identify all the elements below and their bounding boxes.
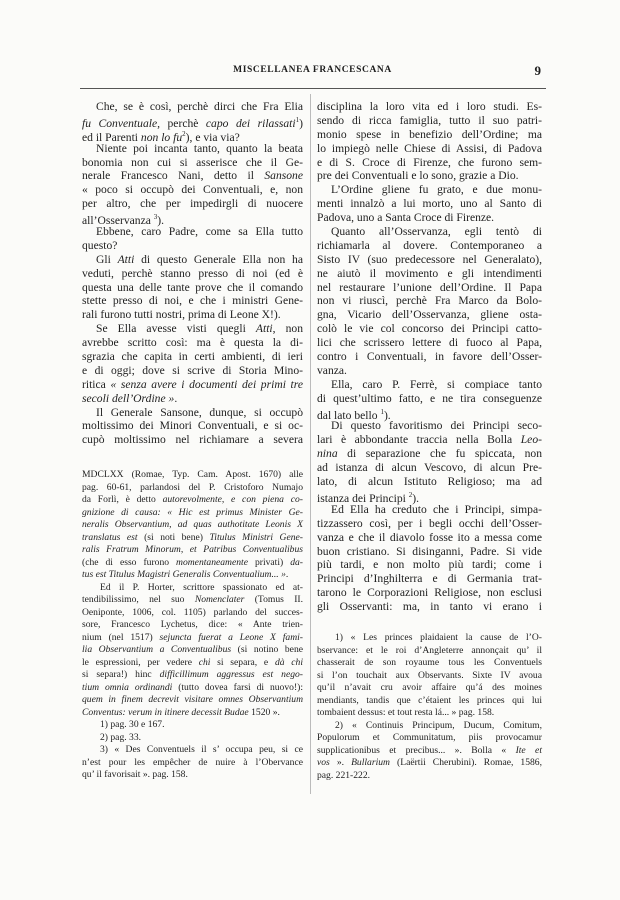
- text: 2) pag. 33.: [100, 731, 142, 743]
- italic-text: Nomenclater: [194, 594, 245, 605]
- text: (tutto dovea farsi di nuovo!):: [172, 681, 304, 693]
- text: 1) « Les princes plaidaient la cause de l’O-: [335, 632, 542, 643]
- text-line: [317, 531, 542, 545]
- text: ed il Parenti: [82, 130, 141, 144]
- text-line: [82, 769, 303, 782]
- text: si separa!) hinc: [82, 669, 160, 680]
- text: vanza.: [317, 363, 347, 377]
- text-line: [317, 632, 542, 645]
- text-line: [317, 433, 542, 447]
- italic-text: « senza avere i documenti dei primi tre: [110, 377, 303, 391]
- text-line: [82, 281, 303, 295]
- text-line: [82, 669, 303, 682]
- text-line: [82, 482, 303, 495]
- text-line: [317, 461, 542, 475]
- text-line: [82, 507, 303, 520]
- italic-text: dà chi: [274, 656, 303, 668]
- text: di separazione che fu spiccata, non: [337, 447, 542, 461]
- text-line: [82, 594, 303, 607]
- text-line: [82, 406, 303, 420]
- text-line: [82, 322, 303, 336]
- italic-text: quem in finem decrevit visitare omnes Observantium: [82, 694, 303, 705]
- text: contro i Conventuali, in favore dell’Osser-: [317, 350, 542, 364]
- text: ).: [412, 491, 420, 505]
- text-line: [82, 433, 303, 447]
- text-line: [82, 644, 303, 657]
- text-line: [82, 239, 303, 253]
- text: sgrazia che capita in certi ambienti, di ieri: [82, 350, 303, 364]
- text: nerale Francesco Nani, detto il: [82, 169, 265, 183]
- text: pag. 60-61, parlandosi del P. Cristoforo Numajo: [82, 481, 303, 493]
- text-line: [317, 695, 542, 708]
- text-line: [82, 707, 303, 720]
- text-line: [82, 694, 303, 707]
- italic-text: Atti: [255, 322, 273, 336]
- text-line: [82, 197, 303, 211]
- left-column-footnotes: [82, 469, 303, 782]
- text-line: [317, 267, 542, 281]
- text-line: [317, 572, 542, 586]
- text-line: [317, 211, 542, 225]
- text: L’Ordine gliene fu grato, e due monu-: [331, 183, 542, 197]
- text: pre dei Conventuali e lo sono, grazie a Dio.: [317, 169, 519, 183]
- text-line: [317, 406, 542, 420]
- text-line: [82, 744, 303, 757]
- text-line: [317, 392, 542, 406]
- text-line: [82, 183, 303, 197]
- text-line: [82, 519, 303, 532]
- italic-text: non lo fu: [140, 130, 183, 144]
- text: (che di esso furono: [82, 556, 177, 568]
- text-line: [82, 267, 303, 281]
- italic-text: da-: [290, 556, 303, 568]
- text-line: [317, 682, 542, 695]
- italic-text: Sansone: [264, 169, 303, 183]
- text: Padova, uno a Santa Croce di Firenze.: [317, 211, 495, 225]
- text: gli Osservanti: ma, in tanto vi erano i: [317, 600, 542, 614]
- text: (Tomus II.: [244, 594, 303, 605]
- text: (si noti bene): [137, 531, 210, 543]
- text: Gli: [96, 252, 118, 266]
- text: ).: [157, 214, 165, 228]
- text-line: [82, 494, 303, 507]
- text: chasserait de son royaume tous les Conventuels: [317, 657, 542, 668]
- text-line: [317, 586, 542, 600]
- text: tombaient dessus: et tout resta lá... » pag. 158.: [317, 707, 495, 718]
- text: per altro, che per impedirgli di nuocere: [82, 197, 303, 211]
- text: 2) « Continuis Principum, Ducum, Comitum,: [335, 719, 542, 731]
- text: si l’on touchait aux Observants. Sixte IV avoua: [317, 669, 542, 681]
- text: ».: [329, 757, 352, 768]
- text-line: [82, 619, 303, 632]
- text: tendibilissimo, nel suo: [82, 594, 195, 605]
- text: colò le vie col concorso dei Principi catto-: [317, 322, 542, 336]
- text: Ed Ella ha creduto che i Principi, simpa-: [331, 502, 542, 516]
- text: tarono le Corporazioni Religiose, non esclusi: [317, 586, 542, 600]
- text-line: [317, 281, 542, 295]
- text: rali furono tutti nostri, prima di Leone X!).: [82, 308, 281, 322]
- text-line: [317, 197, 542, 211]
- text: sendo di ricca famiglia, tutto il suo patri-: [317, 113, 542, 127]
- left-column-body: [82, 100, 303, 447]
- text-line: [317, 169, 542, 183]
- text: n’est pour les empêcher de nuire à l’Obervance: [82, 756, 303, 768]
- text: perchè: [160, 116, 206, 130]
- text: buon cristiano. Si disinganni, Padre. Si vide: [317, 544, 542, 558]
- text: cupò moltissimo nel richiamare a severa: [82, 433, 303, 447]
- column-divider: [310, 94, 311, 794]
- text: avrebbe scritto così: ma è questa la di-: [82, 336, 303, 350]
- text-line: [82, 757, 303, 770]
- text: Principi d’Inghilterra e di Germania trat-: [317, 572, 542, 586]
- italic-text: chi: [198, 656, 211, 668]
- text-line: [317, 447, 542, 461]
- text: (Laërtii Cherubini). Romae, 1586,: [389, 757, 542, 768]
- text-line: [317, 720, 542, 733]
- text-line: [82, 719, 303, 732]
- text: sore, Francesco Lychetus, dice: « Ante trien-: [82, 619, 303, 630]
- footnote-reference: 2: [408, 490, 413, 499]
- text: (si notino bene: [231, 644, 303, 655]
- text-line: [82, 364, 303, 378]
- text-line: [317, 419, 542, 433]
- text: , non: [272, 322, 304, 336]
- italic-text: capo dei rilassati: [205, 116, 296, 130]
- text: moltissimo dei Minori Conventuali, e si oc-: [82, 419, 303, 433]
- italic-text: Bullarium: [351, 757, 390, 768]
- text: Oeniponte, 1006, col. 1105) parlando del succes-: [82, 606, 303, 618]
- text: vanza e che il diavolo fosse ito a messa come: [317, 530, 542, 544]
- text-line: [317, 517, 542, 531]
- text: supplicationibus et precibus... ». Bolla «: [317, 744, 516, 756]
- text: si separa, e: [210, 656, 275, 668]
- text: 1520 ».: [248, 706, 280, 718]
- italic-text: difficillimum aggressus est nego-: [159, 669, 303, 680]
- text: menti innalzò a lui morto, uno al Santo di: [317, 197, 542, 211]
- text: ne aiutò il movimento e gli intendimenti: [317, 266, 542, 280]
- text-line: [317, 600, 542, 614]
- text: di quest’ultimo fatto, e ne tira conseguenze: [317, 391, 542, 405]
- text-line: [82, 156, 303, 170]
- italic-text: lia Observantium a Conventualibus: [82, 644, 232, 655]
- text: da Forlì, è detto: [82, 494, 163, 505]
- text: ).: [383, 408, 391, 422]
- text: Che, se è così, perchè dirci che Fra Elia: [96, 100, 303, 113]
- text: Populorum et Communitatum, piis provocamur: [317, 732, 542, 743]
- text-line: [317, 503, 542, 517]
- italic-text: Titulus Ministri Gene-: [209, 531, 303, 543]
- text: più tardi, e non molto più tardi; come i: [317, 558, 542, 572]
- text: ritica: [82, 377, 111, 391]
- text-line: [82, 336, 303, 350]
- text: non vi riuscì, perchè Fra Marco da Bolo-: [317, 294, 542, 308]
- italic-text: tus est Titulus Magistri Generalis Conventualium... »: [82, 569, 286, 580]
- text: ad istanza di alcun Vescovo, di alcun Pre-: [317, 461, 542, 475]
- text: le espressioni, per vedere: [82, 656, 199, 668]
- text-line: [82, 632, 303, 645]
- text-line: [317, 757, 542, 770]
- text-line: [317, 378, 542, 392]
- italic-text: momentaneamente: [176, 556, 248, 568]
- text: Quanto all’Osservanza, egli tentò di: [331, 225, 542, 239]
- text-line: [317, 670, 542, 683]
- text-line: [82, 544, 303, 557]
- text: Ebbene, caro Padre, come sa Ella tutto: [96, 225, 303, 239]
- italic-text: Atti: [117, 252, 135, 266]
- text-line: [82, 657, 303, 670]
- text-line: [82, 114, 303, 128]
- text: privati): [247, 556, 291, 568]
- italic-text: neralis Observantium, ad quas authotitate Leonis X: [82, 519, 303, 530]
- text: Se Ella avesse visti quegli: [96, 322, 256, 336]
- text-line: [82, 607, 303, 620]
- text: disciplina la loro vita ed i loro studi. Es-: [317, 100, 542, 113]
- text-line: [317, 350, 542, 364]
- text: tizzassero così, per i begli occhi dell’Osser-: [317, 516, 542, 530]
- italic-text: Conventus: verum in itinere decessit Budae: [82, 706, 249, 718]
- text-line: [317, 239, 542, 253]
- text-line: [82, 532, 303, 545]
- text-line: [317, 364, 542, 378]
- text: di questo Generale Ella non ha: [134, 252, 303, 266]
- text: monio spese in benefizio dell’Ordine; ma: [317, 127, 542, 141]
- text-line: [317, 545, 542, 559]
- text-line: [317, 100, 542, 114]
- text: stette presso di noi, e che i ministri Gene-: [82, 294, 303, 308]
- text: bonomia non cui si asserisce che il Ge-: [82, 155, 303, 169]
- text-line: [317, 156, 542, 170]
- footnote-reference: 3: [153, 213, 158, 222]
- text-line: [82, 582, 303, 595]
- text: 3) « Des Conventuels il s’ occupa peu, si ce: [100, 744, 303, 755]
- text-line: [317, 128, 542, 142]
- text: pag. 221-222.: [317, 769, 371, 781]
- text-line: [82, 392, 303, 406]
- text-line: [82, 378, 303, 392]
- italic-text: gnizione di causa: « Hic est primus Minister Ge-: [82, 506, 303, 518]
- text-line: [82, 557, 303, 570]
- italic-text: ralis Fratrum Minorum, et Patribus Conventualibus: [82, 544, 303, 555]
- text: gna, Vicario dell’Osservanza, gliene osta-: [317, 308, 542, 322]
- text-line: [82, 211, 303, 228]
- text: ), e via via?: [185, 130, 240, 144]
- italic-text: fu Conventuale,: [82, 116, 161, 130]
- text: nel restaurare l’unione dell’Ordine. Il Papa: [317, 280, 542, 294]
- text: questo?: [82, 238, 118, 252]
- italic-text: vos: [317, 757, 330, 768]
- text-line: [317, 294, 542, 308]
- text-line: [317, 142, 542, 156]
- text: e di S. Croce di Firenze, che furono sem-: [317, 155, 542, 169]
- italic-text: sejuncta fuerat a Leone X fami-: [159, 631, 303, 643]
- footnote-reference: 1: [295, 115, 300, 124]
- text: qu’ il favorisait ». pag. 158.: [82, 769, 188, 780]
- text: lato, di alcun Istituto Religioso; ma ad: [317, 475, 542, 489]
- header-rule: [80, 88, 546, 89]
- text-line: [317, 475, 542, 489]
- italic-text: tium omnia ordinandi: [82, 681, 173, 693]
- text: nium (nel 1517): [82, 631, 160, 643]
- text-line: [317, 322, 542, 336]
- running-header: [80, 63, 545, 79]
- text: « poco si occupò dei Conventuali, e, non: [82, 183, 303, 197]
- text: qu’il n’avait cru avoir affaire qu’á des moines: [317, 682, 542, 693]
- italic-text: nina: [317, 447, 338, 461]
- text-line: [82, 253, 303, 267]
- text-line: [317, 732, 542, 745]
- text: mendiants, tandis que c’étaient les princes qui lui: [317, 694, 542, 706]
- text: questa una delle tante prove che il comando: [82, 280, 303, 294]
- text: richiamarla al dovere. Contemporaneo a: [317, 238, 542, 252]
- text-line: [317, 183, 542, 197]
- footnote-reference: 1: [380, 407, 384, 416]
- text: Ed il P. Horter, scrittore spassionato ed at-: [100, 581, 303, 593]
- right-column-footnotes: [317, 632, 542, 782]
- text-line: [317, 253, 542, 267]
- italic-text: autorevolmente, e con piena co-: [162, 494, 303, 505]
- text-line: [317, 114, 542, 128]
- text: istanza dei Principi: [317, 491, 409, 505]
- text: Il Generale Sansone, dunque, si occupò: [96, 405, 303, 419]
- text-line: [317, 336, 542, 350]
- text-line: [82, 682, 303, 695]
- page-number: 9: [534, 63, 541, 78]
- text-line: [317, 707, 542, 720]
- text: lari è abbondante traccia nella Bolla: [317, 433, 521, 447]
- italic-text: secoli dell’Ordine »: [82, 391, 175, 405]
- italic-text: Ite et: [515, 744, 542, 756]
- text-line: [317, 308, 542, 322]
- text-line: [82, 732, 303, 745]
- text: MDCLXX (Romae, Typ. Cam. Apost. 1670) alle: [82, 469, 303, 480]
- italic-text: Leo-: [520, 433, 542, 447]
- text: dal lato bello: [317, 408, 381, 422]
- text-line: [82, 294, 303, 308]
- right-column-body: [317, 100, 542, 614]
- text-line: [317, 770, 542, 783]
- text: .: [174, 391, 178, 405]
- running-title: MISCELLANEA FRANCESCANA: [233, 65, 392, 75]
- text: lici che scrissero lettere di fuoco al Papa,: [317, 336, 542, 350]
- italic-text: translatus est: [82, 531, 138, 543]
- text-line: [317, 225, 542, 239]
- text-line: [82, 469, 303, 482]
- text: e di oggi; dove si scrive di Storia Mino-: [82, 363, 303, 377]
- text-line: [82, 142, 303, 156]
- text: Niente poi incanta tanto, quanto la beata: [96, 141, 303, 155]
- text: bservance: et le roi d’Angleterre annonçait qu’ il: [317, 644, 542, 656]
- text: Di questo favoritismo dei Principi seco-: [331, 419, 542, 433]
- text-line: [82, 569, 303, 582]
- text-line: [82, 419, 303, 433]
- text-line: [82, 100, 303, 114]
- text-line: [82, 350, 303, 364]
- text: all’Osservanza: [82, 214, 154, 228]
- text-line: [317, 745, 542, 758]
- text-line: [317, 657, 542, 670]
- text: ): [299, 116, 303, 130]
- text-line: [82, 225, 303, 239]
- text: lo impiegò nelle Chiese di Assisi, di Padova: [317, 141, 542, 155]
- text-line: [317, 645, 542, 658]
- text-line: [82, 308, 303, 322]
- text: 1) pag. 30 e 167.: [100, 719, 165, 730]
- text: Sisto IV (suo predecessore nel Generalato),: [317, 252, 542, 266]
- footnote-reference: 2: [182, 129, 186, 138]
- text-line: [82, 169, 303, 183]
- text: .: [285, 569, 289, 580]
- text: Ella, caro P. Ferrè, si compiace tanto: [331, 377, 542, 391]
- text-line: [317, 558, 542, 572]
- text: veduti, perchè stanno presso di noi (ed è: [82, 266, 303, 280]
- text-line: [317, 489, 542, 503]
